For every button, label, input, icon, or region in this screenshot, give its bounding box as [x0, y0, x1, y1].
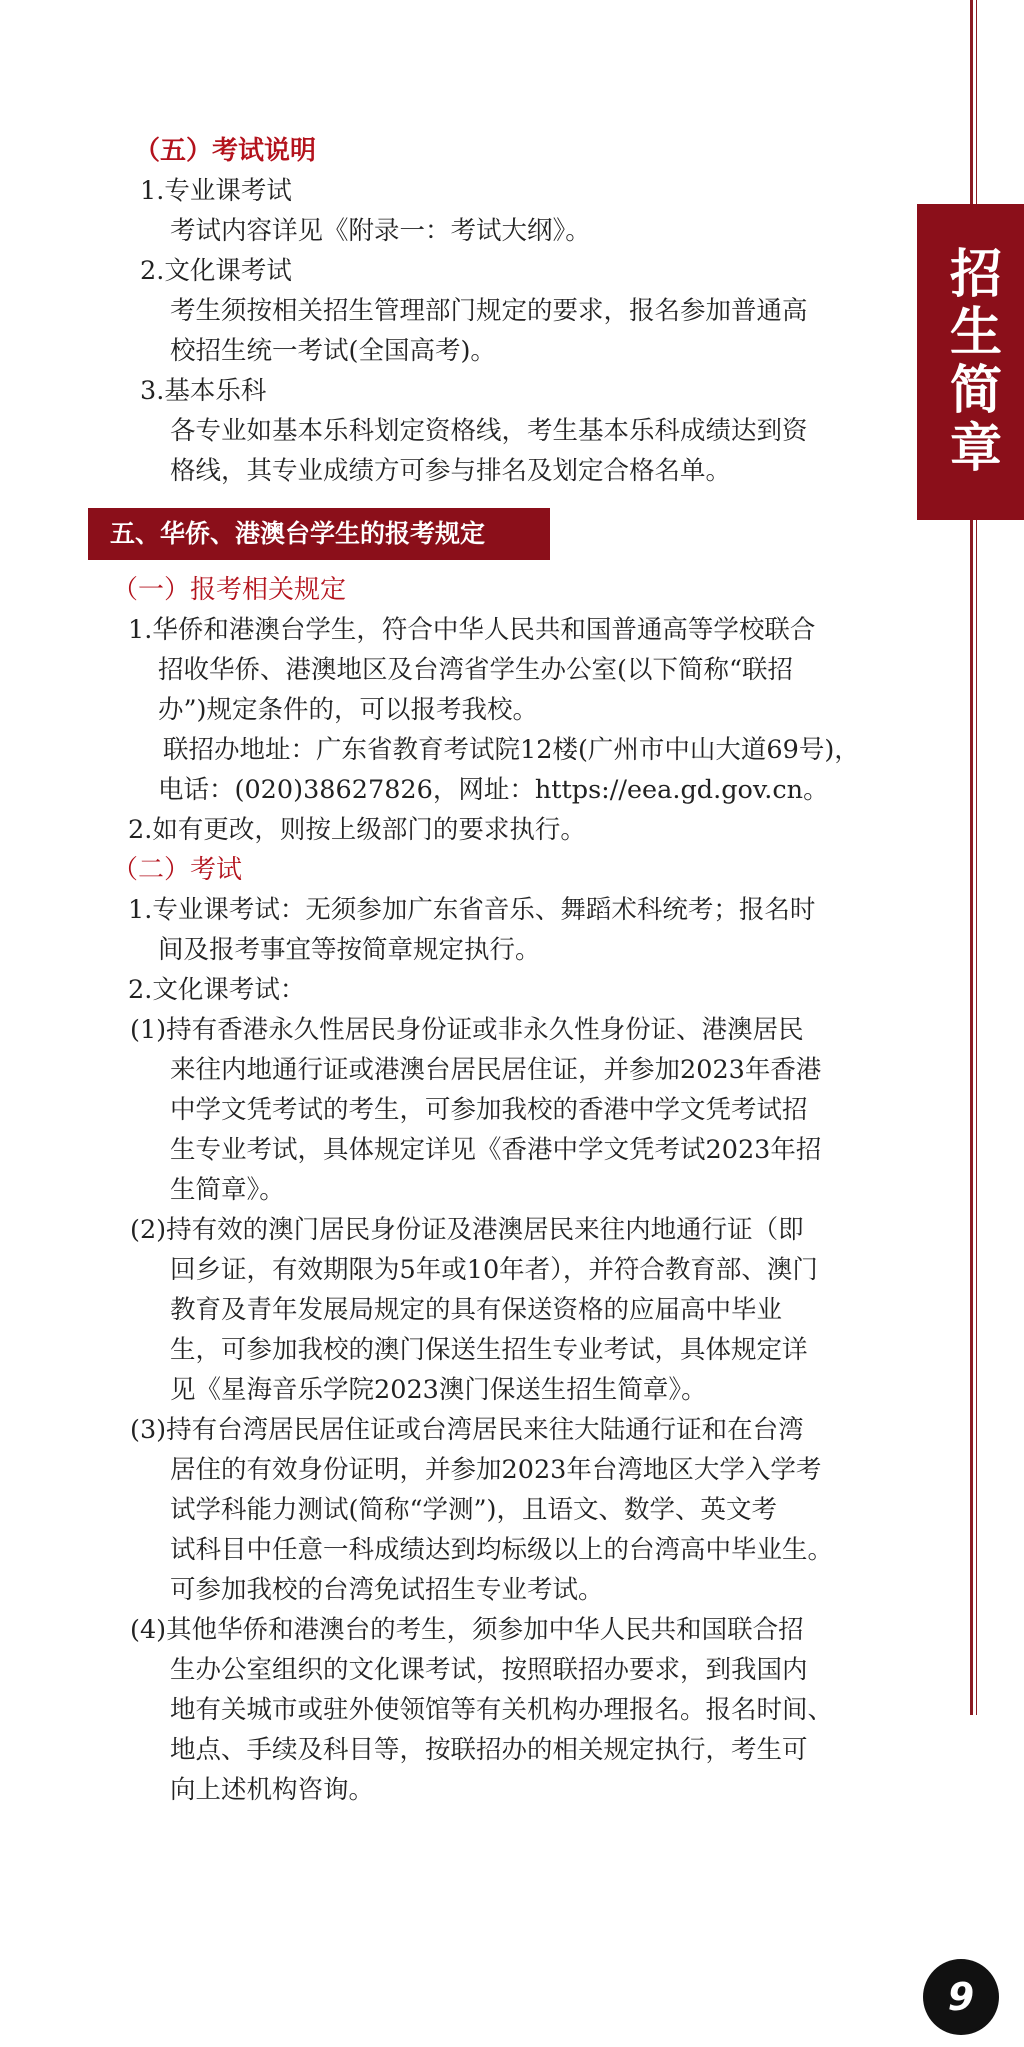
- exam-notes-item2-text: 考生须按相关招生管理部门规定的要求，报名参加普通高: [170, 296, 808, 326]
- exam-notes-item1-title: 1.专业课考试: [140, 176, 292, 206]
- paragraph-line: 间及报考事宜等按简章规定执行。: [158, 935, 541, 965]
- page-number: 9: [947, 1975, 975, 2019]
- condition-line: 见《星海音乐学院2023澳门保送生招生简章》。: [170, 1375, 707, 1405]
- paragraph-line: 办”)规定条件的，可以报考我校。: [158, 695, 538, 725]
- paragraph-line: 联招办地址：广东省教育考试院12楼(广州市中山大道69号)，: [163, 735, 860, 765]
- paragraph-line: 招收华侨、港澳地区及台湾省学生办公室(以下简称“联招: [158, 655, 793, 685]
- condition-line: 地有关城市或驻外使领馆等有关机构办理报名。报名时间、: [170, 1695, 834, 1725]
- paragraph-line: 2.文化课考试：: [128, 975, 306, 1005]
- condition-line: 教育及青年发展局规定的具有保送资格的应届高中毕业: [170, 1295, 783, 1325]
- contact-line: 电话：(020)38627826，网址：https://eea.gd.gov.cn。: [158, 775, 829, 805]
- condition-line: 试科目中任意一科成绩达到均标级以上的台湾高中毕业生。: [170, 1535, 834, 1565]
- exam-notes-item3-text: 格线，其专业成绩方可参与排名及划定合格名单。: [170, 456, 732, 486]
- condition-line: 生专业考试，具体规定详见《香港中学文凭考试2023年招: [170, 1135, 822, 1165]
- exam-notes-item2-title: 2.文化课考试: [140, 256, 292, 286]
- sidebar-tab: [917, 204, 1024, 520]
- subsection-heading: （一）报考相关规定: [112, 575, 347, 605]
- condition-line: 生简章》。: [170, 1175, 285, 1205]
- condition-line: (3)持有台湾居民居住证或台湾居民来往大陆通行证和在台湾: [130, 1415, 804, 1445]
- condition-line: 生，可参加我校的澳门保送生招生专业考试，具体规定详: [170, 1335, 808, 1365]
- sidebar-tab-label: 招生简章: [940, 246, 1001, 478]
- exam-notes-item2-text: 校招生统一考试(全国高考)。: [170, 336, 496, 366]
- condition-line: 生办公室组织的文化课考试，按照联招办要求，到我国内: [170, 1655, 808, 1685]
- exam-notes-item1-text: 考试内容详见《附录一：考试大纲》。: [170, 216, 591, 246]
- paragraph-line: 1.专业课考试：无须参加广东省音乐、舞蹈术科统考；报名时: [128, 895, 816, 925]
- condition-line: 来往内地通行证或港澳台居民居住证，并参加2023年香港: [170, 1055, 822, 1085]
- page-number-badge: [926, 1962, 996, 2032]
- condition-line: (4)其他华侨和港澳台的考生，须参加中华人民共和国联合招: [130, 1615, 804, 1645]
- condition-line: (2)持有效的澳门居民身份证及港澳居民来往内地通行证（即: [130, 1215, 804, 1245]
- section-title: 五、华侨、港澳台学生的报考规定: [110, 519, 486, 548]
- exam-notes-heading: （五）考试说明: [134, 136, 317, 166]
- condition-line: 可参加我校的台湾免试招生专业考试。: [170, 1575, 604, 1605]
- condition-line: (1)持有香港永久性居民身份证或非永久性身份证、港澳居民: [130, 1015, 804, 1045]
- condition-line: 向上述机构咨询。: [170, 1775, 375, 1805]
- condition-line: 回乡证，有效期限为5年或10年者），并符合教育部、澳门: [170, 1255, 818, 1285]
- condition-line: 居住的有效身份证明，并参加2023年台湾地区大学入学考: [170, 1455, 822, 1485]
- condition-line: 地点、手续及科目等，按联招办的相关规定执行，考生可: [170, 1735, 808, 1765]
- subsection-heading: （二）考试: [112, 855, 243, 885]
- condition-line: 中学文凭考试的考生，可参加我校的香港中学文凭考试招: [170, 1095, 808, 1125]
- paragraph-line: 1.华侨和港澳台学生，符合中华人民共和国普通高等学校联合: [128, 615, 816, 645]
- exam-notes-item3-text: 各专业如基本乐科划定资格线，考生基本乐科成绩达到资: [170, 416, 808, 446]
- paragraph-line: 2.如有更改，则按上级部门的要求执行。: [128, 815, 586, 845]
- section-title-bar: [88, 508, 550, 560]
- exam-notes-item3-title: 3.基本乐科: [140, 376, 267, 406]
- condition-line: 试学科能力测试(简称“学测”)，且语文、数学、英文考: [170, 1495, 777, 1525]
